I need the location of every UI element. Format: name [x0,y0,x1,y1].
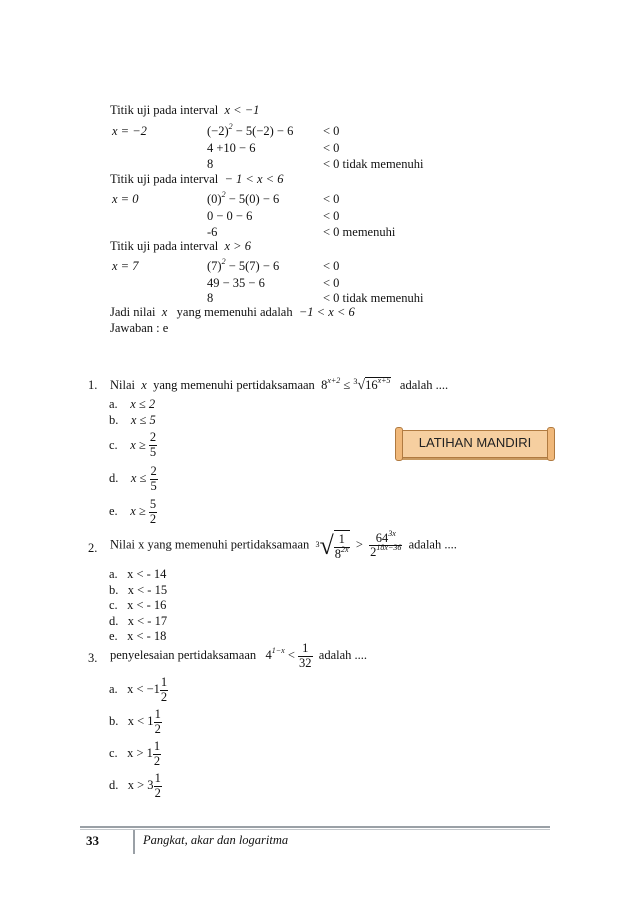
q2-stem: Nilai x yang memenuhi pertidaksamaan 3√ $\frac{1}{8^{2x}}$ > $\frac{64^{3x}}{2^{18x-36}}$ adalah .... [110,528,457,561]
example-row3-expr3: 8 [207,291,214,305]
q1-radicand: $16^{x+5}$ [365,376,391,392]
example-row2-expr2: 0 − 0 − 6 [207,209,253,223]
example-row3-heading: Titik uji pada interval x > 6 [110,239,251,253]
q2-option-b: b. x < - 15 [109,583,168,597]
footer-divider [133,830,135,854]
example-row1-expr2: 4 +10 − 6 [207,141,256,155]
example-row2-test-x: x = 0 [112,192,139,206]
q2-option-c: c. x < - 16 [109,598,167,612]
example-row2-heading: Titik uji pada interval − 1 < x < 6 [110,172,284,186]
footer-rule-thin [80,829,550,830]
example-row2-result: < 0 memenuhi [323,225,396,239]
example-row1-expr3: 8 [207,157,214,171]
example-row3-cmp2: < 0 [323,276,340,290]
example-row1-expr1: $(-2)^2 - 5(-2) - 6$ [207,122,294,138]
q3-number: 3. [88,651,98,665]
example-conclusion: Jadi nilai x yang memenuhi adalah −1 < x < 6 [110,305,355,319]
example-row2-cmp2: < 0 [323,209,340,223]
q1-option-a: a. x ≤ 2 [109,397,156,411]
running-title: Pangkat, akar dan logaritma [143,833,289,847]
q1-option-b: b. x ≤ 5 [109,413,156,427]
q1-number: 1. [88,378,98,392]
latihan-mandiri-banner [400,430,550,458]
q2-option-d: d. x < - 17 [109,614,168,628]
example-row3-test-x: x = 7 [112,259,139,273]
page-number: 33 [86,833,99,848]
q3-option-d: d. x > 3 $\frac{1}{2}$ [109,771,161,800]
q1-option-d: d. x ≤ $\frac{2}{5}$ [109,464,157,493]
q3-stem: penyelesaian pertidaksamaan $4^{1-x}$ < $\frac{1}{32}$ adalah .... [110,641,368,670]
q2-option-a: a. x < - 14 [109,567,167,581]
example-row1-result: < 0 tidak memenuhi [323,157,424,171]
q3-option-c: c. x > 1 $\frac{1}{2}$ [109,739,161,768]
example-row3-cmp1: < 0 [323,259,340,273]
example-row1-cmp1: < 0 [323,124,340,138]
example-row1-cmp2: < 0 [323,141,340,155]
q1-stem: Nilai x yang memenuhi pertidaksamaan $8^{x+2} \le ^3√16^{x+5}$ adalah .... [110,376,449,393]
example-row3-expr2: 49 − 35 − 6 [207,276,265,290]
example-row1-test-x: x = −2 [112,124,147,138]
q2-number: 2. [88,541,98,555]
example-row1-heading: Titik uji pada interval x < −1 [110,103,260,117]
example-row3-result: < 0 tidak memenuhi [323,291,424,305]
example-row3-expr1: $(7)^2 - 5(7) - 6$ [207,257,280,273]
footer-rule [80,826,550,828]
q1-option-c: c. x ≥ $\frac{2}{5}$ [109,430,157,459]
example-row2-expr3: -6 [207,225,218,239]
q3-option-a: a. x < −1 $\frac{1}{2}$ [109,675,168,704]
q3-option-b: b. x < 1 $\frac{1}{2}$ [109,707,161,736]
example-row2-expr1: $(0)^2 - 5(0) - 6$ [207,190,280,206]
q2-option-e: e. x < - 18 [109,629,167,643]
example-row2-cmp1: < 0 [323,192,340,206]
example-answer: Jawaban : e [110,321,169,335]
banner-label: LATIHAN MANDIRI [418,435,532,450]
q1-option-e: e. x ≥ $\frac{5}{2}$ [109,497,157,526]
